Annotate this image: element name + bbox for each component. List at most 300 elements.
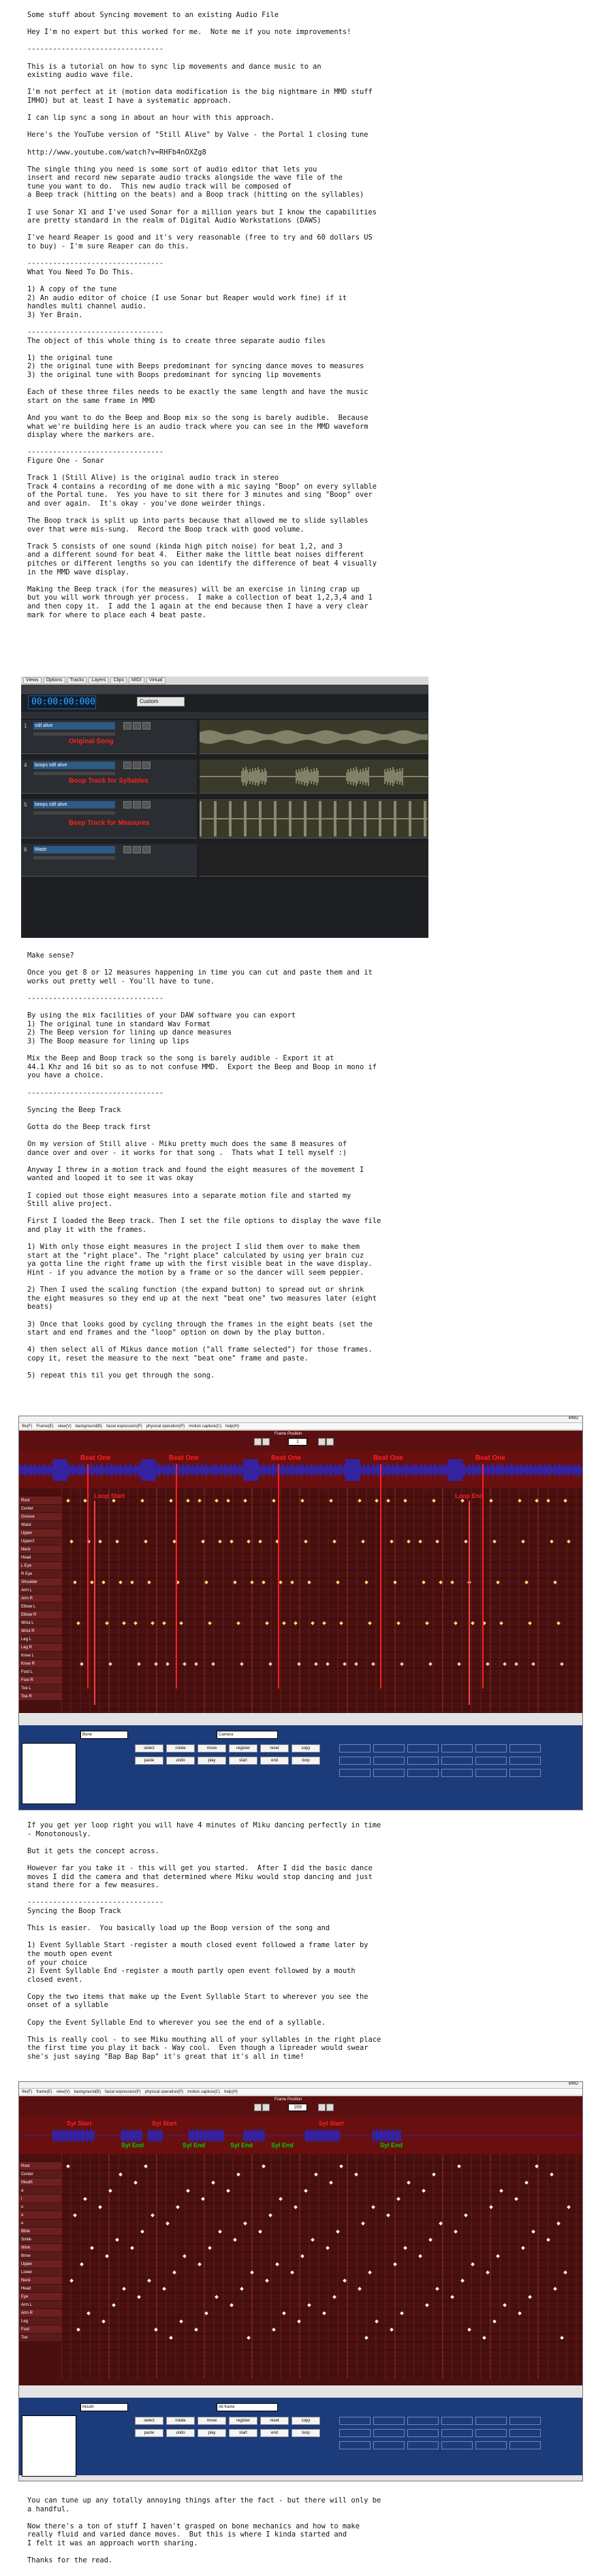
keyframe-marker[interactable] (279, 1580, 283, 1584)
panel-field[interactable] (475, 1757, 507, 1765)
keyframe-marker[interactable] (464, 1539, 468, 1544)
keyframe-marker[interactable] (294, 1621, 298, 1625)
frame-step-button[interactable] (318, 1438, 326, 1446)
keyframe-marker[interactable] (486, 2270, 490, 2275)
keyframe-marker[interactable] (240, 1662, 244, 1666)
keyframe-marker[interactable] (240, 2287, 244, 2291)
frame-step-button[interactable] (254, 1438, 262, 1446)
keyframe-marker[interactable] (322, 2311, 326, 2315)
panel-field[interactable] (407, 2441, 439, 2449)
keyframe-marker[interactable] (208, 1621, 212, 1625)
keyframe-marker[interactable] (514, 1662, 518, 1666)
keyframe-marker[interactable] (518, 2311, 522, 2315)
panel-field[interactable] (373, 2429, 405, 2437)
mmd-menu-item[interactable]: physical operation(P) (146, 1424, 185, 1429)
keyframe-marker[interactable] (546, 1499, 550, 1503)
keyframe-marker[interactable] (186, 1499, 190, 1503)
keyframe-marker[interactable] (211, 2181, 215, 2185)
keyframe-marker[interactable] (226, 1499, 230, 1503)
keyframe-marker[interactable] (531, 2230, 535, 2234)
panel-field[interactable] (441, 1769, 473, 1777)
keyframe-marker[interactable] (422, 2189, 426, 2193)
keyframe-marker[interactable] (236, 2172, 240, 2176)
panel-field[interactable] (373, 1757, 405, 1765)
keyframe-marker[interactable] (418, 1539, 422, 1544)
keyframe-marker[interactable] (133, 2181, 138, 2185)
keyframe-marker[interactable] (76, 1621, 80, 1625)
panel-button[interactable]: paste (135, 2429, 163, 2437)
keyframe-marker[interactable] (218, 2230, 222, 2234)
keyframe-marker[interactable] (407, 2181, 411, 2185)
mmd-menu-item[interactable]: help(H) (225, 1424, 239, 1429)
keyframe-marker[interactable] (329, 1499, 333, 1503)
sonar-track-fader[interactable] (33, 732, 115, 736)
keyframe-marker[interactable] (439, 1580, 443, 1584)
rowlbl[interactable]: Elbow R (19, 1611, 61, 1619)
panel-button[interactable]: undo (166, 1757, 195, 1765)
keyframe-marker[interactable] (198, 2262, 202, 2266)
sonar-track-button[interactable] (133, 801, 141, 809)
keyframe-marker[interactable] (489, 1499, 493, 1503)
keyframe-marker[interactable] (147, 1580, 151, 1584)
keyframe-marker[interactable] (521, 1539, 525, 1544)
panel-button[interactable]: select (135, 1744, 163, 1752)
keyframe-marker[interactable] (329, 2181, 333, 2185)
keyframe-marker[interactable] (454, 2230, 458, 2234)
rowlbl[interactable]: u (19, 2203, 61, 2211)
keyframe-marker[interactable] (112, 1499, 116, 1503)
keyframe-marker[interactable] (514, 2197, 518, 2201)
keyframe-marker[interactable] (358, 2287, 362, 2291)
keyframe-marker[interactable] (361, 1539, 365, 1544)
keyframe-marker[interactable] (553, 1580, 557, 1584)
keyframe-marker[interactable] (332, 2295, 336, 2299)
rowlbl[interactable]: Upper (19, 2260, 61, 2268)
panel-button[interactable]: loop (292, 1757, 320, 1765)
keyframe-marker[interactable] (265, 2279, 269, 2283)
rowlbl[interactable]: Wrist L (19, 1619, 61, 1627)
keyframe-marker[interactable] (358, 1499, 362, 1503)
keyframe-marker[interactable] (390, 2328, 394, 2332)
keyframe-marker[interactable] (422, 1580, 426, 1584)
panel-field[interactable] (475, 1744, 507, 1752)
keyframe-marker[interactable] (354, 2172, 358, 2176)
keyframe-marker[interactable] (66, 2164, 70, 2168)
keyframe-marker[interactable] (368, 2270, 372, 2275)
keyframe-marker[interactable] (343, 2279, 347, 2283)
keyframe-marker[interactable] (439, 2221, 443, 2226)
rowlbl[interactable]: i (19, 2195, 61, 2203)
keyframe-marker[interactable] (560, 2336, 564, 2340)
rowlbl[interactable]: Mouth (19, 2179, 61, 2187)
keyframe-marker[interactable] (403, 1499, 407, 1503)
keyframe-marker[interactable] (336, 1580, 340, 1584)
rowlbl[interactable]: Arm L (19, 1586, 61, 1595)
panel-field[interactable] (339, 2429, 371, 2437)
rowlbl[interactable]: Leg R (19, 1644, 61, 1652)
panel-field[interactable] (407, 2417, 439, 2425)
keyframe-marker[interactable] (339, 1621, 343, 1625)
keyframe-marker[interactable] (105, 2254, 109, 2258)
keyframe-marker[interactable] (489, 2205, 493, 2209)
rowlbl[interactable]: Foot R (19, 1676, 61, 1684)
rowlbl[interactable]: Knee L (19, 1652, 61, 1660)
keyframe-marker[interactable] (83, 1499, 87, 1503)
keyframe-marker[interactable] (204, 1580, 208, 1584)
keyframe-marker[interactable] (198, 1499, 202, 1503)
keyframe-marker[interactable] (272, 1499, 276, 1503)
panel-button[interactable]: undo (166, 2429, 195, 2437)
keyframe-marker[interactable] (105, 1621, 109, 1625)
keyframe-marker[interactable] (300, 2254, 304, 2258)
keyframe-marker[interactable] (343, 1662, 347, 1666)
keyframe-marker[interactable] (450, 2295, 454, 2299)
panel-button[interactable]: register (229, 1744, 257, 1752)
rowlbl[interactable]: Blink (19, 2228, 61, 2236)
keyframe-marker[interactable] (294, 2205, 298, 2209)
keyframe-marker[interactable] (567, 2205, 571, 2209)
keyframe-marker[interactable] (154, 2328, 158, 2332)
keyframe-marker[interactable] (364, 1580, 368, 1584)
sonar-menu-item[interactable]: Options (44, 677, 65, 684)
keyframe-marker[interactable] (432, 2172, 436, 2176)
keyframe-marker[interactable] (151, 1621, 155, 1625)
panel-button[interactable]: play (198, 2429, 226, 2437)
keyframe-marker[interactable] (375, 2319, 379, 2324)
rowlbl[interactable]: o (19, 2211, 61, 2219)
sonar-track-button[interactable] (142, 801, 151, 809)
panel-field[interactable] (441, 2417, 473, 2425)
keyframe-marker[interactable] (176, 2205, 180, 2209)
panel-field[interactable] (407, 2429, 439, 2437)
keyframe-marker[interactable] (265, 1621, 269, 1625)
panel-button[interactable]: select (135, 2417, 163, 2425)
keyframe-marker[interactable] (204, 2311, 208, 2315)
panel-field[interactable] (339, 2417, 371, 2425)
rowlbl[interactable]: Upper2 (19, 1537, 61, 1546)
keyframe-marker[interactable] (130, 2246, 134, 2250)
keyframe-marker[interactable] (300, 1499, 304, 1503)
mmd-menu-item[interactable]: background(B) (74, 2090, 101, 2094)
sonar-menu-item[interactable]: Clips (110, 677, 127, 684)
keyframe-marker[interactable] (130, 1580, 134, 1584)
keyframe-marker[interactable] (215, 1499, 219, 1503)
keyframe-marker[interactable] (364, 2336, 368, 2340)
panel-button[interactable]: end (260, 1757, 289, 1765)
keyframe-marker[interactable] (336, 2230, 340, 2234)
keyframe-marker[interactable] (467, 2328, 471, 2332)
bone-combo[interactable] (80, 2403, 128, 2411)
keyframe-marker[interactable] (297, 2319, 301, 2324)
rowlbl[interactable]: Groove (19, 1513, 61, 1521)
keyframe-marker[interactable] (290, 2270, 294, 2275)
mmd-menu-item[interactable]: Frame(E) (36, 1424, 54, 1429)
keyframe-marker[interactable] (275, 2262, 279, 2266)
rowlbl[interactable]: e (19, 2219, 61, 2228)
frame-step-button[interactable] (254, 2104, 262, 2111)
sonar-track-button[interactable] (133, 762, 141, 769)
keyframe-marker[interactable] (183, 2254, 187, 2258)
panel-button[interactable]: paste (135, 1757, 163, 1765)
keyframe-marker[interactable] (482, 2336, 486, 2340)
keyframe-marker[interactable] (332, 1539, 336, 1544)
keyframe-marker[interactable] (208, 2246, 212, 2250)
rowlbl[interactable]: Shoulder (19, 1578, 61, 1586)
keyframe-marker[interactable] (418, 2254, 422, 2258)
panel-button[interactable]: move (198, 1744, 226, 1752)
panel-field[interactable] (339, 1744, 371, 1752)
panel-button[interactable]: play (198, 1757, 226, 1765)
mmd-menu-item[interactable]: physical operation(P) (144, 2090, 184, 2094)
keyframe-marker[interactable] (268, 2213, 272, 2217)
mmd-menu-item[interactable]: help(H) (224, 2090, 238, 2094)
keyframe-marker[interactable] (496, 1580, 500, 1584)
keyframe-marker[interactable] (250, 2270, 254, 2275)
rowlbl[interactable]: Lower (19, 2268, 61, 2277)
sonar-track-button[interactable] (142, 722, 151, 730)
panel-field[interactable] (509, 2441, 541, 2449)
keyframe-marker[interactable] (90, 2246, 94, 2250)
mmd-menu-item[interactable]: facial expression(P) (106, 1424, 142, 1429)
keyframe-marker[interactable] (262, 1580, 266, 1584)
panel-field[interactable] (441, 2441, 473, 2449)
keyframe-marker[interactable] (354, 1662, 358, 1666)
keyframe-marker[interactable] (454, 1621, 458, 1625)
panel-field[interactable] (441, 2429, 473, 2437)
keyframe-marker[interactable] (518, 1499, 522, 1503)
keyframe-marker[interactable] (186, 2189, 190, 2193)
keyframe-marker[interactable] (282, 2311, 286, 2315)
panel-field[interactable] (509, 2429, 541, 2437)
panel-field[interactable] (407, 1744, 439, 1752)
keyframe-marker[interactable] (314, 2172, 318, 2176)
rowlbl[interactable]: Center (19, 1505, 61, 1513)
keyframe-marker[interactable] (73, 2213, 77, 2217)
keyframe-marker[interactable] (307, 1580, 311, 1584)
rowlbl[interactable]: Knee R (19, 1660, 61, 1668)
panel-button[interactable]: register (229, 2417, 257, 2425)
keyframe-marker[interactable] (262, 2164, 266, 2168)
frame-step-button[interactable] (262, 2104, 270, 2111)
rowlbl[interactable]: Smile (19, 2236, 61, 2244)
keyframe-marker[interactable] (425, 1621, 429, 1625)
panel-button[interactable]: start (229, 1757, 257, 1765)
rowlbl[interactable]: Neck (19, 2277, 61, 2285)
frame-step-button[interactable] (326, 2104, 334, 2111)
keyframe-marker[interactable] (151, 2213, 155, 2217)
keyframe-marker[interactable] (218, 1539, 222, 1544)
keyframe-marker[interactable] (460, 2279, 465, 2283)
frame-position-input[interactable] (288, 1438, 307, 1446)
keyframe-marker[interactable] (247, 1539, 251, 1544)
sonar-track-fader[interactable] (33, 811, 115, 815)
frame-position-input[interactable] (288, 2104, 307, 2111)
sonar-preset[interactable] (137, 697, 185, 706)
keyframe-marker[interactable] (386, 1499, 390, 1503)
keyframe-marker[interactable] (428, 2238, 433, 2242)
keyframe-marker[interactable] (322, 1621, 326, 1625)
panel-button[interactable]: reset (260, 1744, 289, 1752)
keyframe-marker[interactable] (290, 1580, 294, 1584)
keyframe-marker[interactable] (69, 1539, 74, 1544)
keyframe-marker[interactable] (428, 1662, 433, 1666)
keyframe-marker[interactable] (311, 1621, 315, 1625)
panel-button[interactable]: copy (292, 2417, 320, 2425)
keyframe-marker[interactable] (215, 2295, 219, 2299)
sonar-menu-item[interactable]: Layers (89, 677, 108, 684)
keyframe-marker[interactable] (162, 1621, 166, 1625)
panel-button[interactable]: start (229, 2429, 257, 2437)
keyframe-marker[interactable] (486, 1662, 490, 1666)
keyframe-marker[interactable] (400, 2311, 404, 2315)
keyframe-marker[interactable] (304, 1539, 308, 1544)
keyframe-marker[interactable] (250, 1580, 254, 1584)
panel-button[interactable]: copy (292, 1744, 320, 1752)
sonar-track-name[interactable]: beeps still alive (33, 801, 115, 809)
panel-field[interactable] (373, 1769, 405, 1777)
panel-field[interactable] (373, 1744, 405, 1752)
panel-button[interactable]: reset (260, 2417, 289, 2425)
keyframe-marker[interactable] (147, 2279, 151, 2283)
rowlbl[interactable]: Toe R (19, 1693, 61, 1701)
text-line[interactable]: http://www.youtube.com/watch?v=RHFb4nOXZg8 (27, 148, 206, 157)
panel-field[interactable] (339, 2441, 371, 2449)
keyframe-marker[interactable] (393, 1580, 397, 1584)
keyframe-marker[interactable] (464, 2213, 468, 2217)
panel-field[interactable] (475, 2417, 507, 2425)
keyframe-marker[interactable] (371, 1662, 375, 1666)
panel-button[interactable]: loop (292, 2429, 320, 2437)
panel-field[interactable] (407, 1769, 439, 1777)
keyframe-marker[interactable] (304, 2189, 308, 2193)
rowlbl[interactable]: Center (19, 2170, 61, 2179)
keyframe-marker[interactable] (524, 2181, 529, 2185)
keyframe-marker[interactable] (98, 1539, 102, 1544)
keyframe-marker[interactable] (457, 2164, 461, 2168)
camera-combo[interactable] (217, 2403, 278, 2411)
rowlbl[interactable]: Head (19, 1554, 61, 1562)
keyframe-marker[interactable] (76, 2328, 80, 2332)
rowlbl[interactable]: Arm R (19, 2309, 61, 2317)
rowlbl[interactable]: Wink (19, 2244, 61, 2252)
panel-field[interactable] (373, 2441, 405, 2449)
keyframe-marker[interactable] (553, 2287, 557, 2291)
rowlbl[interactable]: Root (19, 1497, 61, 1505)
sonar-menu-item[interactable]: Virtual (146, 677, 166, 684)
sonar-track-fader[interactable] (33, 772, 115, 775)
rowlbl[interactable]: Waist (19, 1521, 61, 1529)
rowlbl[interactable]: Toe (19, 2334, 61, 2342)
keyframe-marker[interactable] (247, 2336, 251, 2340)
rowlbl[interactable]: R Eye (19, 1570, 61, 1578)
keyframe-marker[interactable] (400, 1662, 404, 1666)
panel-field[interactable] (475, 1769, 507, 1777)
sonar-track-button[interactable] (123, 762, 131, 769)
keyframe-marker[interactable] (307, 2303, 311, 2307)
sonar-menu-item[interactable]: MIDI (129, 677, 144, 684)
keyframe-marker[interactable] (425, 2303, 429, 2307)
keyframe-marker[interactable] (66, 1499, 70, 1503)
frame-step-button[interactable] (262, 1438, 270, 1446)
keyframe-marker[interactable] (268, 1662, 272, 1666)
keyframe-marker[interactable] (83, 2197, 87, 2201)
keyframe-marker[interactable] (133, 1621, 138, 1625)
keyframe-marker[interactable] (233, 2238, 237, 2242)
keyframe-marker[interactable] (492, 2319, 497, 2324)
panel-field[interactable] (407, 1757, 439, 1765)
keyframe-marker[interactable] (243, 1499, 247, 1503)
keyframe-marker[interactable] (403, 2246, 407, 2250)
keyframe-marker[interactable] (101, 1580, 106, 1584)
sonar-track-header[interactable] (21, 720, 197, 754)
rowlbl[interactable]: Arm R (19, 1595, 61, 1603)
keyframe-marker[interactable] (101, 2319, 106, 2324)
keyframe-marker[interactable] (524, 1580, 529, 1584)
rowlbl[interactable]: Root (19, 2162, 61, 2170)
rowlbl[interactable]: Brow (19, 2252, 61, 2260)
sonar-track-button[interactable] (123, 801, 131, 809)
keyframe-marker[interactable] (521, 2246, 525, 2250)
panel-field[interactable] (339, 1769, 371, 1777)
keyframe-marker[interactable] (183, 1662, 187, 1666)
sonar-track-name[interactable]: still alive (33, 722, 115, 730)
rowlbl[interactable]: L Eye (19, 1562, 61, 1570)
keyframe-marker[interactable] (272, 2328, 276, 2332)
keyframe-marker[interactable] (90, 1580, 94, 1584)
keyframe-marker[interactable] (98, 2205, 102, 2209)
keyframe-marker[interactable] (390, 1539, 394, 1544)
keyframe-marker[interactable] (550, 2172, 554, 2176)
keyframe-marker[interactable] (361, 2221, 365, 2226)
keyframe-marker[interactable] (435, 2287, 439, 2291)
keyframe-marker[interactable] (122, 2287, 126, 2291)
mmd-menu-item[interactable]: background(B) (75, 1424, 103, 1429)
mmd-menu-item[interactable]: file(F) (22, 2090, 33, 2094)
sonar-track-button[interactable] (123, 846, 131, 853)
panel-field[interactable] (509, 1769, 541, 1777)
camera-combo[interactable] (217, 1731, 278, 1739)
keyframe-marker[interactable] (179, 2319, 183, 2324)
keyframe-marker[interactable] (236, 1621, 240, 1625)
keyframe-marker[interactable] (326, 2246, 330, 2250)
keyframe-marker[interactable] (69, 2279, 74, 2283)
keyframe-marker[interactable] (140, 2230, 144, 2234)
keyframe-marker[interactable] (435, 1539, 439, 1544)
rowlbl[interactable]: Leg (19, 2317, 61, 2326)
frame-step-button[interactable] (318, 2104, 326, 2111)
rowlbl[interactable]: Head (19, 2285, 61, 2293)
panel-button[interactable]: end (260, 2429, 289, 2437)
keyframe-marker[interactable] (457, 1662, 461, 1666)
keyframe-marker[interactable] (279, 2197, 283, 2201)
sonar-track-name[interactable]: boops still alive (33, 762, 115, 769)
keyframe-marker[interactable] (119, 2172, 123, 2176)
panel-button[interactable]: move (198, 2417, 226, 2425)
mmd-scrollbar[interactable] (19, 2388, 582, 2398)
frame-step-button[interactable] (326, 1438, 334, 1446)
keyframe-marker[interactable] (567, 1539, 571, 1544)
keyframe-marker[interactable] (393, 2262, 397, 2266)
sonar-track-button[interactable] (133, 722, 141, 730)
keyframe-marker[interactable] (396, 1621, 400, 1625)
keyframe-marker[interactable] (460, 1499, 465, 1503)
rowlbl[interactable]: Arm L (19, 2301, 61, 2309)
keyframe-marker[interactable] (73, 1580, 77, 1584)
keyframe-marker[interactable] (169, 1499, 173, 1503)
mmd-menu-item[interactable]: facial expression(P) (105, 2090, 141, 2094)
rowlbl[interactable]: Eye (19, 2293, 61, 2301)
rowlbl[interactable]: Neck (19, 1546, 61, 1554)
